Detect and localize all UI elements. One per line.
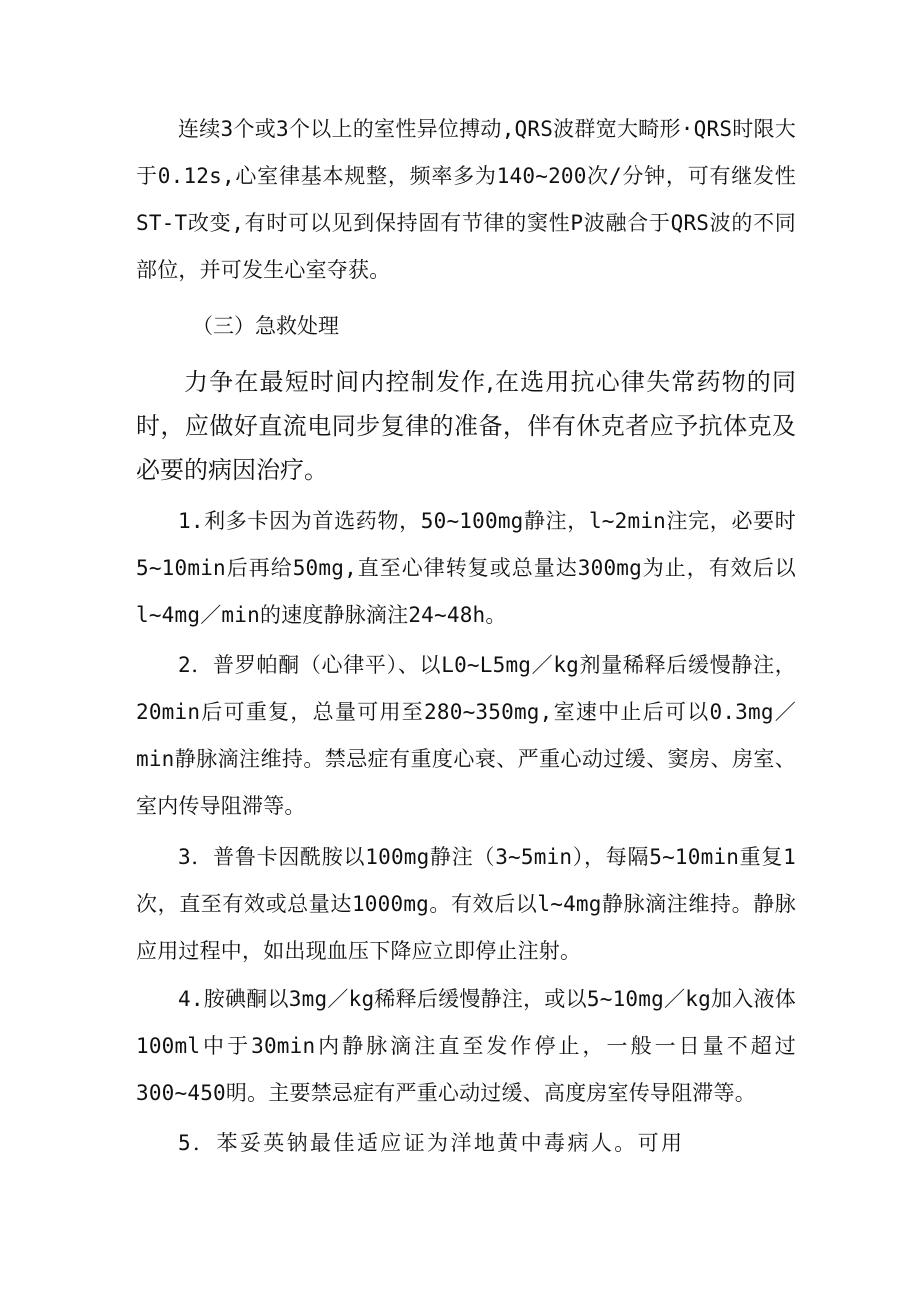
paragraph-ecg-description: 连续3个或3个以上的室性异位搏动,QRS波群宽大畸形·QRS时限大于0.12s,心室律基本规整，频率多为140~200次/分钟，可有继发性ST-T改变,有时可以见到保持固有节律的窦性P波融合于QRS波的不同部位，并可发生心室夺获。 bbox=[136, 117, 796, 282]
paragraph-procainamide: 3．普鲁卡因酰胺以100mg静注（3~5min），每隔5~10min重复1次，直至有效或总量达1000mg。有效后以l~4mg静脉滴注维持。静脉应用过程中，如出现血压下降应立即停止注射。 bbox=[136, 845, 796, 963]
paragraph-treatment-principle: 力争在最短时间内控制发作,在选用抗心律失常药物的同时，应做好直流电同步复律的准备，伴有休克者应予抗体克及必要的病因治疗。 bbox=[136, 368, 796, 484]
paragraph-phenytoin: 5．苯妥英钠最佳适应证为洋地黄中毒病人。可用 bbox=[178, 1131, 685, 1155]
paragraph-propafenone: 2．普罗帕酮（心律平）、以L0~L5mg／kg剂量稀释后缓慢静注，20min后可重复，总量可用至280~350mg,室速中止后可以0.3mg／min静脉滴注维持。禁忌症有重度心衰、严重心动过缓、窦房、房室、室内传导阻滞等。 bbox=[136, 653, 796, 818]
paragraph-amiodarone: 4.胺碘酮以3mg／kg稀释后缓慢静注，或以5~10mg／kg加入液体100ml中于30min内静脉滴注直至发作停止，一般一日量不超过300~450明。主要禁忌症有严重心动过缓、高度房室传导阻滞等。 bbox=[136, 987, 796, 1105]
paragraph-lidocaine: 1.利多卡因为首选药物，50~100mg静注，l~2min注完，必要时5~10min后再给50mg,直至心律转复或总量达300mg为止，有效后以l~4mg／min的速度静脉滴注24~48h。 bbox=[136, 509, 796, 627]
section-heading-emergency-treatment: （三）急救处理 bbox=[192, 314, 339, 338]
